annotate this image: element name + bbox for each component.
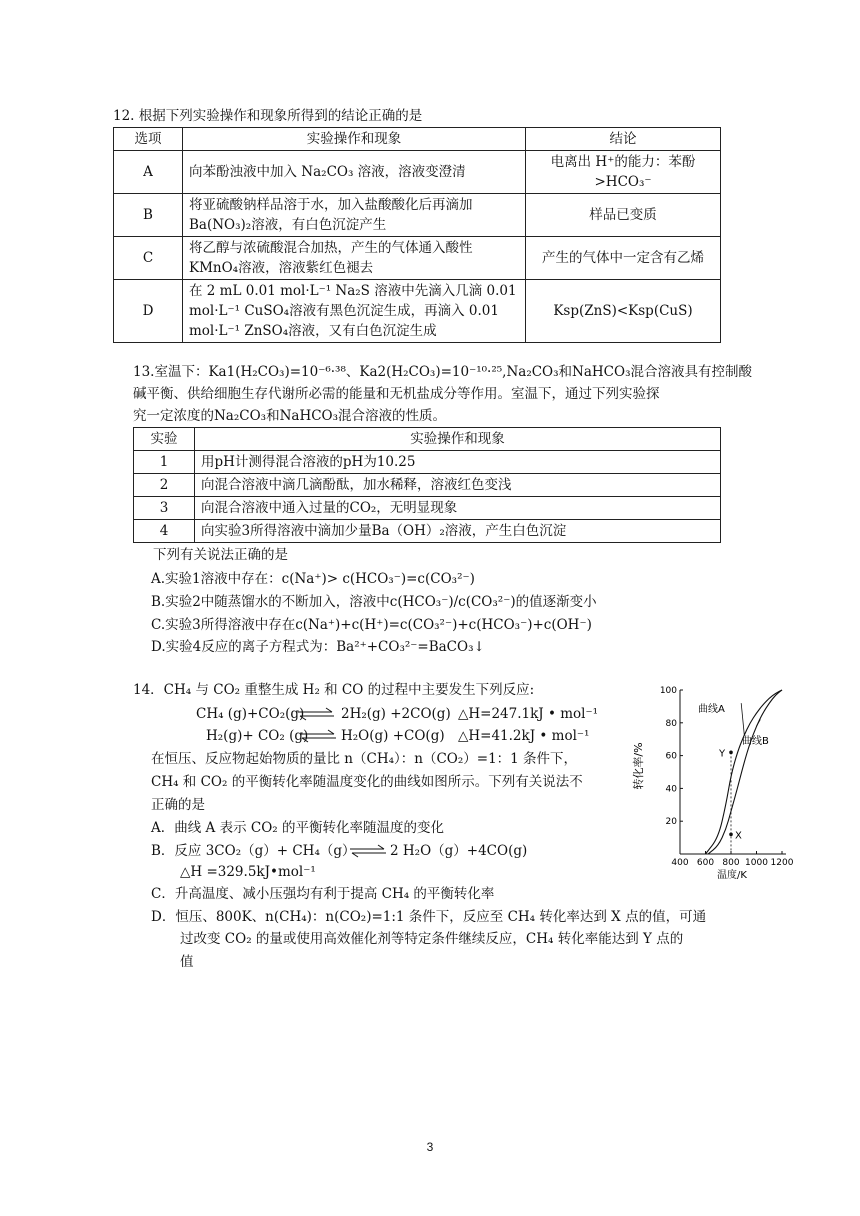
q13-option-a: A.实验1溶液中存在：c(Na⁺)> c(HCO₃⁻)=c(CO₃²⁻) bbox=[151, 571, 475, 587]
table-row bbox=[114, 151, 721, 194]
y-tick-label: 60 bbox=[665, 751, 677, 762]
q13-stem-line: 究一定浓度的Na₂CO₃和NaHCO₃混合溶液的性质。 bbox=[133, 408, 447, 424]
equation-2-enthalpy: △H=41.2kJ • mol⁻¹ bbox=[458, 728, 590, 744]
y-axis-label: 转化率/% bbox=[632, 742, 645, 790]
conclusion: 产生的气体中一定含有乙烯 bbox=[526, 237, 721, 280]
q13-stem-line: 碱平衡、供给细胞生存代谢所必需的能量和无机盐成分等作用。室温下，通过下列实验探 bbox=[133, 386, 660, 402]
experiment-number: 3 bbox=[134, 497, 195, 520]
series-label-a: 曲线A bbox=[698, 704, 725, 715]
q14-text-line: 在恒压、反应物起始物质的量比 n（CH₄）：n（CO₂）=1：1 条件下， bbox=[151, 751, 578, 767]
operation-line: 向苯酚浊液中加入 Na₂CO₃ 溶液，溶液变澄清 bbox=[183, 151, 526, 194]
point-y bbox=[729, 751, 733, 755]
table-row bbox=[114, 237, 721, 280]
q12-stem: 12. 根据下列实验操作和现象所得到的结论正确的是 bbox=[113, 108, 423, 124]
series-label-b: 曲线B bbox=[742, 736, 769, 747]
option-letter: C bbox=[114, 237, 183, 280]
table-row bbox=[134, 451, 721, 474]
q13-stem-line: 13.室温下：Ka1(H₂CO₃)=10⁻⁶·³⁸、Ka2(H₂CO₃)=10⁻¹⁰·²⁵,Na₂CO₃和NaHCO₃混合溶液具有控制酸 bbox=[133, 364, 752, 380]
table-row bbox=[134, 497, 721, 520]
q14-option-d-line: 值 bbox=[180, 954, 194, 970]
equation-1-enthalpy: △H=247.1kJ • mol⁻¹ bbox=[458, 706, 599, 722]
q14-option-b-right: 2 H₂O（g）+4CO(g) bbox=[390, 843, 528, 859]
equilibrium-arrow-icon bbox=[296, 707, 336, 721]
experiment-number: 2 bbox=[134, 474, 195, 497]
experiment-operation: 向实验3所得溶液中滴加少量Ba（OH）₂溶液，产生白色沉淀 bbox=[195, 520, 721, 543]
equation-2-right: H₂O(g) +CO(g) bbox=[341, 728, 445, 744]
chart-svg bbox=[628, 678, 798, 888]
operation-line: mol·L⁻¹ CuSO₄溶液有黑色沉淀生成，再滴入 0.01 bbox=[189, 303, 499, 319]
operation-cell bbox=[183, 280, 526, 343]
equation-2-left: H₂(g)+ CO₂ (g) bbox=[206, 728, 309, 744]
q14-stem: 14．CH₄ 与 CO₂ 重整生成 H₂ 和 CO 的过程中主要发生下列反应: bbox=[133, 682, 535, 698]
operation-cell bbox=[183, 237, 526, 280]
operation-line: 将亚硫酸钠样品溶于水，加入盐酸酸化后再滴加 bbox=[189, 197, 473, 213]
table-row bbox=[114, 280, 721, 343]
conclusion: Ksp(ZnS)<Ksp(CuS) bbox=[526, 280, 721, 343]
y-tick-label: 20 bbox=[665, 817, 677, 828]
label-leader-b bbox=[757, 720, 761, 727]
option-letter: B bbox=[114, 194, 183, 237]
option-letter: A bbox=[114, 151, 183, 194]
q14-option-d-line: D．恒压、800K、n(CH₄)：n(CO₂)=1:1 条件下，反应至 CH₄ 转化率达到 X 点的值，可通 bbox=[151, 909, 707, 925]
operation-line: KMnO₄溶液，溶液紫红色褪去 bbox=[189, 260, 374, 276]
operation-cell bbox=[183, 194, 526, 237]
header-option: 选项 bbox=[114, 128, 183, 151]
table-header-row bbox=[114, 128, 721, 151]
header-operation: 实验操作和现象 bbox=[195, 428, 721, 451]
q13-table bbox=[133, 427, 721, 543]
q13-option-c: C.实验3所得溶液中存在c(Na⁺)+c(H⁺)=c(CO₃²⁻)+c(HCO₃⁻)+c(OH⁻) bbox=[151, 617, 592, 633]
option-letter: D bbox=[114, 280, 183, 343]
equilibrium-arrow-icon bbox=[348, 844, 388, 858]
table-row bbox=[134, 474, 721, 497]
y-tick-label: 40 bbox=[665, 784, 677, 795]
q14-option-c: C．升高温度、减小压强均有利于提高 CH₄ 的平衡转化率 bbox=[151, 886, 495, 902]
x-tick-label: 800 bbox=[722, 858, 740, 868]
q13-option-b: B.实验2中随蒸馏水的不断加入，溶液中c(HCO₃⁻)/c(CO₃²⁻)的值逐渐变小 bbox=[151, 594, 597, 610]
x-tick-label: 400 bbox=[671, 858, 689, 868]
point-x bbox=[729, 833, 733, 837]
conclusion: 样品已变质 bbox=[526, 194, 721, 237]
q12-table bbox=[113, 127, 721, 343]
operation-line: 将乙醇与浓硫酸混合加热，产生的气体通入酸性 bbox=[189, 240, 473, 256]
header-operation: 实验操作和现象 bbox=[183, 128, 526, 151]
experiment-operation: 向混合溶液中通入过量的CO₂，无明显现象 bbox=[195, 497, 721, 520]
header-experiment: 实验 bbox=[134, 428, 195, 451]
q14-text-line: 正确的是 bbox=[151, 797, 205, 813]
operation-line: Ba(NO₃)₂溶液，有白色沉淀产生 bbox=[189, 217, 387, 233]
table-row bbox=[134, 520, 721, 543]
x-tick-label: 1000 bbox=[745, 858, 768, 868]
point-label-y: Y bbox=[719, 748, 726, 760]
equation-1-right: 2H₂(g) +2CO(g) bbox=[341, 706, 451, 722]
experiment-operation: 向混合溶液中滴几滴酚酞，加水稀释，溶液红色变浅 bbox=[195, 474, 721, 497]
q13-question: 下列有关说法正确的是 bbox=[153, 547, 288, 563]
conversion-chart bbox=[628, 678, 798, 888]
y-tick-label: 100 bbox=[659, 686, 677, 696]
q14-option-b-enthalpy: △H =329.5kJ•mol⁻¹ bbox=[180, 864, 316, 880]
point-label-x: X bbox=[735, 830, 742, 842]
operation-line: mol·L⁻¹ ZnSO₄溶液，又有白色沉淀生成 bbox=[189, 323, 437, 339]
x-tick-label: 600 bbox=[696, 858, 715, 868]
y-tick-label: 80 bbox=[665, 718, 677, 729]
x-axis-label: 温度/K bbox=[717, 870, 747, 881]
experiment-number: 1 bbox=[134, 451, 195, 474]
equation-1-left: CH₄ (g)+CO₂(g) bbox=[196, 706, 305, 722]
equilibrium-arrow-icon bbox=[298, 729, 338, 743]
q14-text-line: CH₄ 和 CO₂ 的平衡转化率随温度变化的曲线如图所示。下列有关说法不 bbox=[151, 774, 583, 790]
q13-option-d: D.实验4反应的离子方程式为：Ba²⁺+CO₃²⁻=BaCO₃↓ bbox=[151, 639, 485, 655]
q14-option-b-left: B．反应 3CO₂（g）+ CH₄（g） bbox=[151, 843, 356, 859]
header-conclusion: 结论 bbox=[526, 128, 721, 151]
table-header-row bbox=[134, 428, 721, 451]
q14-option-d-line: 过改变 CO₂ 的量或使用高效催化剂等特定条件继续反应，CH₄ 转化率能达到 Y 点的 bbox=[180, 931, 684, 947]
q14-option-a: A．曲线 A 表示 CO₂ 的平衡转化率随温度的变化 bbox=[151, 820, 444, 836]
conclusion: 电离出 H⁺的能力：苯酚>HCO₃⁻ bbox=[526, 151, 721, 194]
table-row bbox=[114, 194, 721, 237]
page-number: 3 bbox=[426, 1140, 434, 1154]
x-tick-label: 1200 bbox=[770, 858, 794, 868]
experiment-number: 4 bbox=[134, 520, 195, 543]
label-leader-a bbox=[741, 703, 744, 736]
experiment-operation: 用pH计测得混合溶液的pH为10.25 bbox=[195, 451, 721, 474]
operation-line: 在 2 mL 0.01 mol·L⁻¹ Na₂S 溶液中先滴入几滴 0.01 bbox=[189, 283, 517, 299]
